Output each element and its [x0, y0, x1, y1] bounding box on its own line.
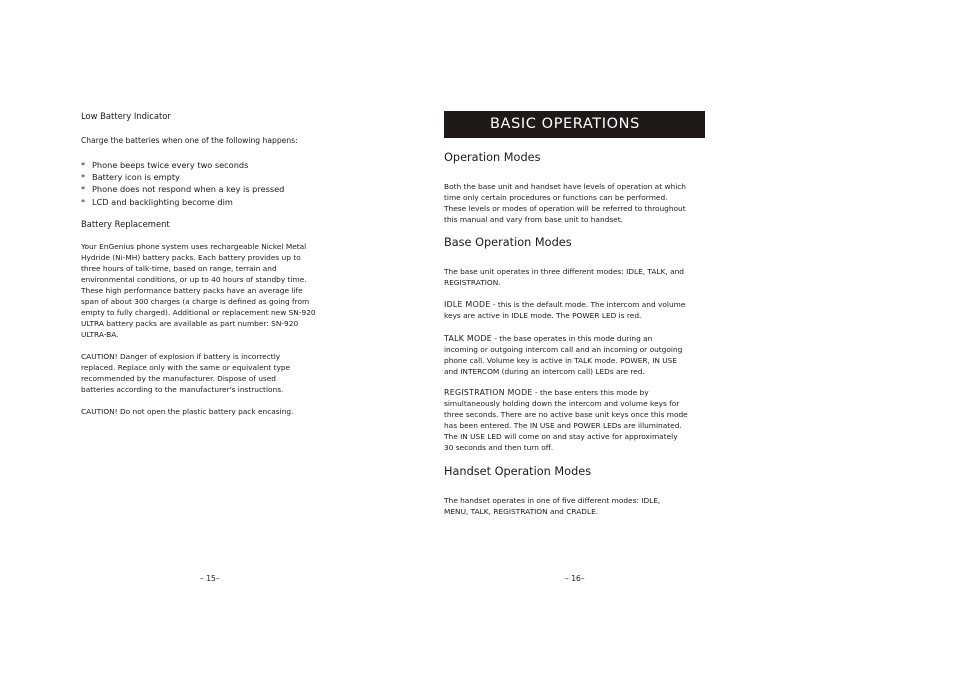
talk-mode-label: TALK MODE [444, 334, 492, 343]
low-battery-title: Low Battery Indicator [81, 111, 171, 121]
bullet-marker: * [81, 184, 86, 195]
bullet-marker: * [81, 196, 86, 207]
list-item: * Battery icon is empty [81, 172, 180, 183]
registration-mode-paragraph: REGISTRATION MODE - the base enters this mode by simultaneously holding down the intercom and volume keys for three seconds. There are no active base unit keys once this mode has been entered. The IN USE and POWER LEDs are illuminated. The IN USE LED will come on and stay active for approximately 30 seconds and then turn off. [444, 388, 688, 452]
registration-mode-label: REGISTRATION MODE [444, 388, 533, 397]
battery-symptom-list [81, 159, 284, 208]
idle-mode-paragraph: IDLE MODE - this is the default mode. The intercom and volume keys are active in IDLE mode. The POWER LED is red. [444, 300, 686, 320]
bullet-marker: * [81, 172, 86, 183]
section-banner: BASIC OPERATIONS [444, 111, 705, 138]
list-item: * LCD and backlighting become dim [81, 196, 233, 207]
base-modes-intro: The base unit operates in three different modes: IDLE, TALK, and REGISTRATION. [444, 267, 684, 287]
page-number-left: – 15– [200, 574, 220, 583]
talk-mode-paragraph: TALK MODE - the base operates in this mode during an incoming or outgoing intercom call and an incoming or outgoing phone call. Volume key is active in TALK mode. POWER, IN USE and INTERCOM (during an intercom call) LEDs are red. [444, 334, 683, 376]
list-item: * Phone beeps twice every two seconds [81, 160, 249, 170]
handset-operation-modes-heading: Handset Operation Modes [444, 465, 592, 478]
bullet-marker: * [81, 160, 86, 170]
handset-modes-paragraph: The handset operates in one of five different modes: IDLE, MENU, TALK, REGISTRATION and CRADLE. [444, 496, 661, 516]
caution-encasing: CAUTION! Do not open the plastic battery pack encasing. [81, 407, 294, 416]
battery-replacement-paragraph: Your EnGenius phone system uses rechargeable Nickel Metal Hydride (Ni-MH) battery packs. Each battery provides up to three hours of talk-time, based on range, terrain and environmental conditions, or up to 40 hours of standby time. These high performance battery packs have an average life span of about 300 charges (a charge is defined as going from empty to fully charged). Additional or replacement new SN-920 ULTRA battery packs are available as part number: SN-920 ULTRA-BA. [81, 242, 316, 339]
charge-intro: Charge the batteries when one of the following happens: [81, 136, 298, 145]
page-number-right: – 16– [565, 574, 585, 583]
operation-modes-heading: Operation Modes [444, 151, 541, 164]
caution-explosion-paragraph: CAUTION! Danger of explosion if battery is incorrectly replaced. Replace only with the same or equivalent type recommended by the manufacturer. Dispose of used batteries according to the manufacturer's instructions. [81, 352, 291, 394]
base-operation-modes-heading: Base Operation Modes [444, 236, 572, 249]
battery-replacement-title: Battery Replacement [81, 219, 170, 229]
idle-mode-label: IDLE MODE [444, 300, 491, 309]
operation-modes-paragraph: Both the base unit and handset have levels of operation at which time only certain procedures or functions can be performed. These levels or modes of operation will be referred to throughout this manual and vary from base unit to handset. [444, 182, 686, 224]
list-item: * Phone does not respond when a key is pressed [81, 184, 285, 195]
